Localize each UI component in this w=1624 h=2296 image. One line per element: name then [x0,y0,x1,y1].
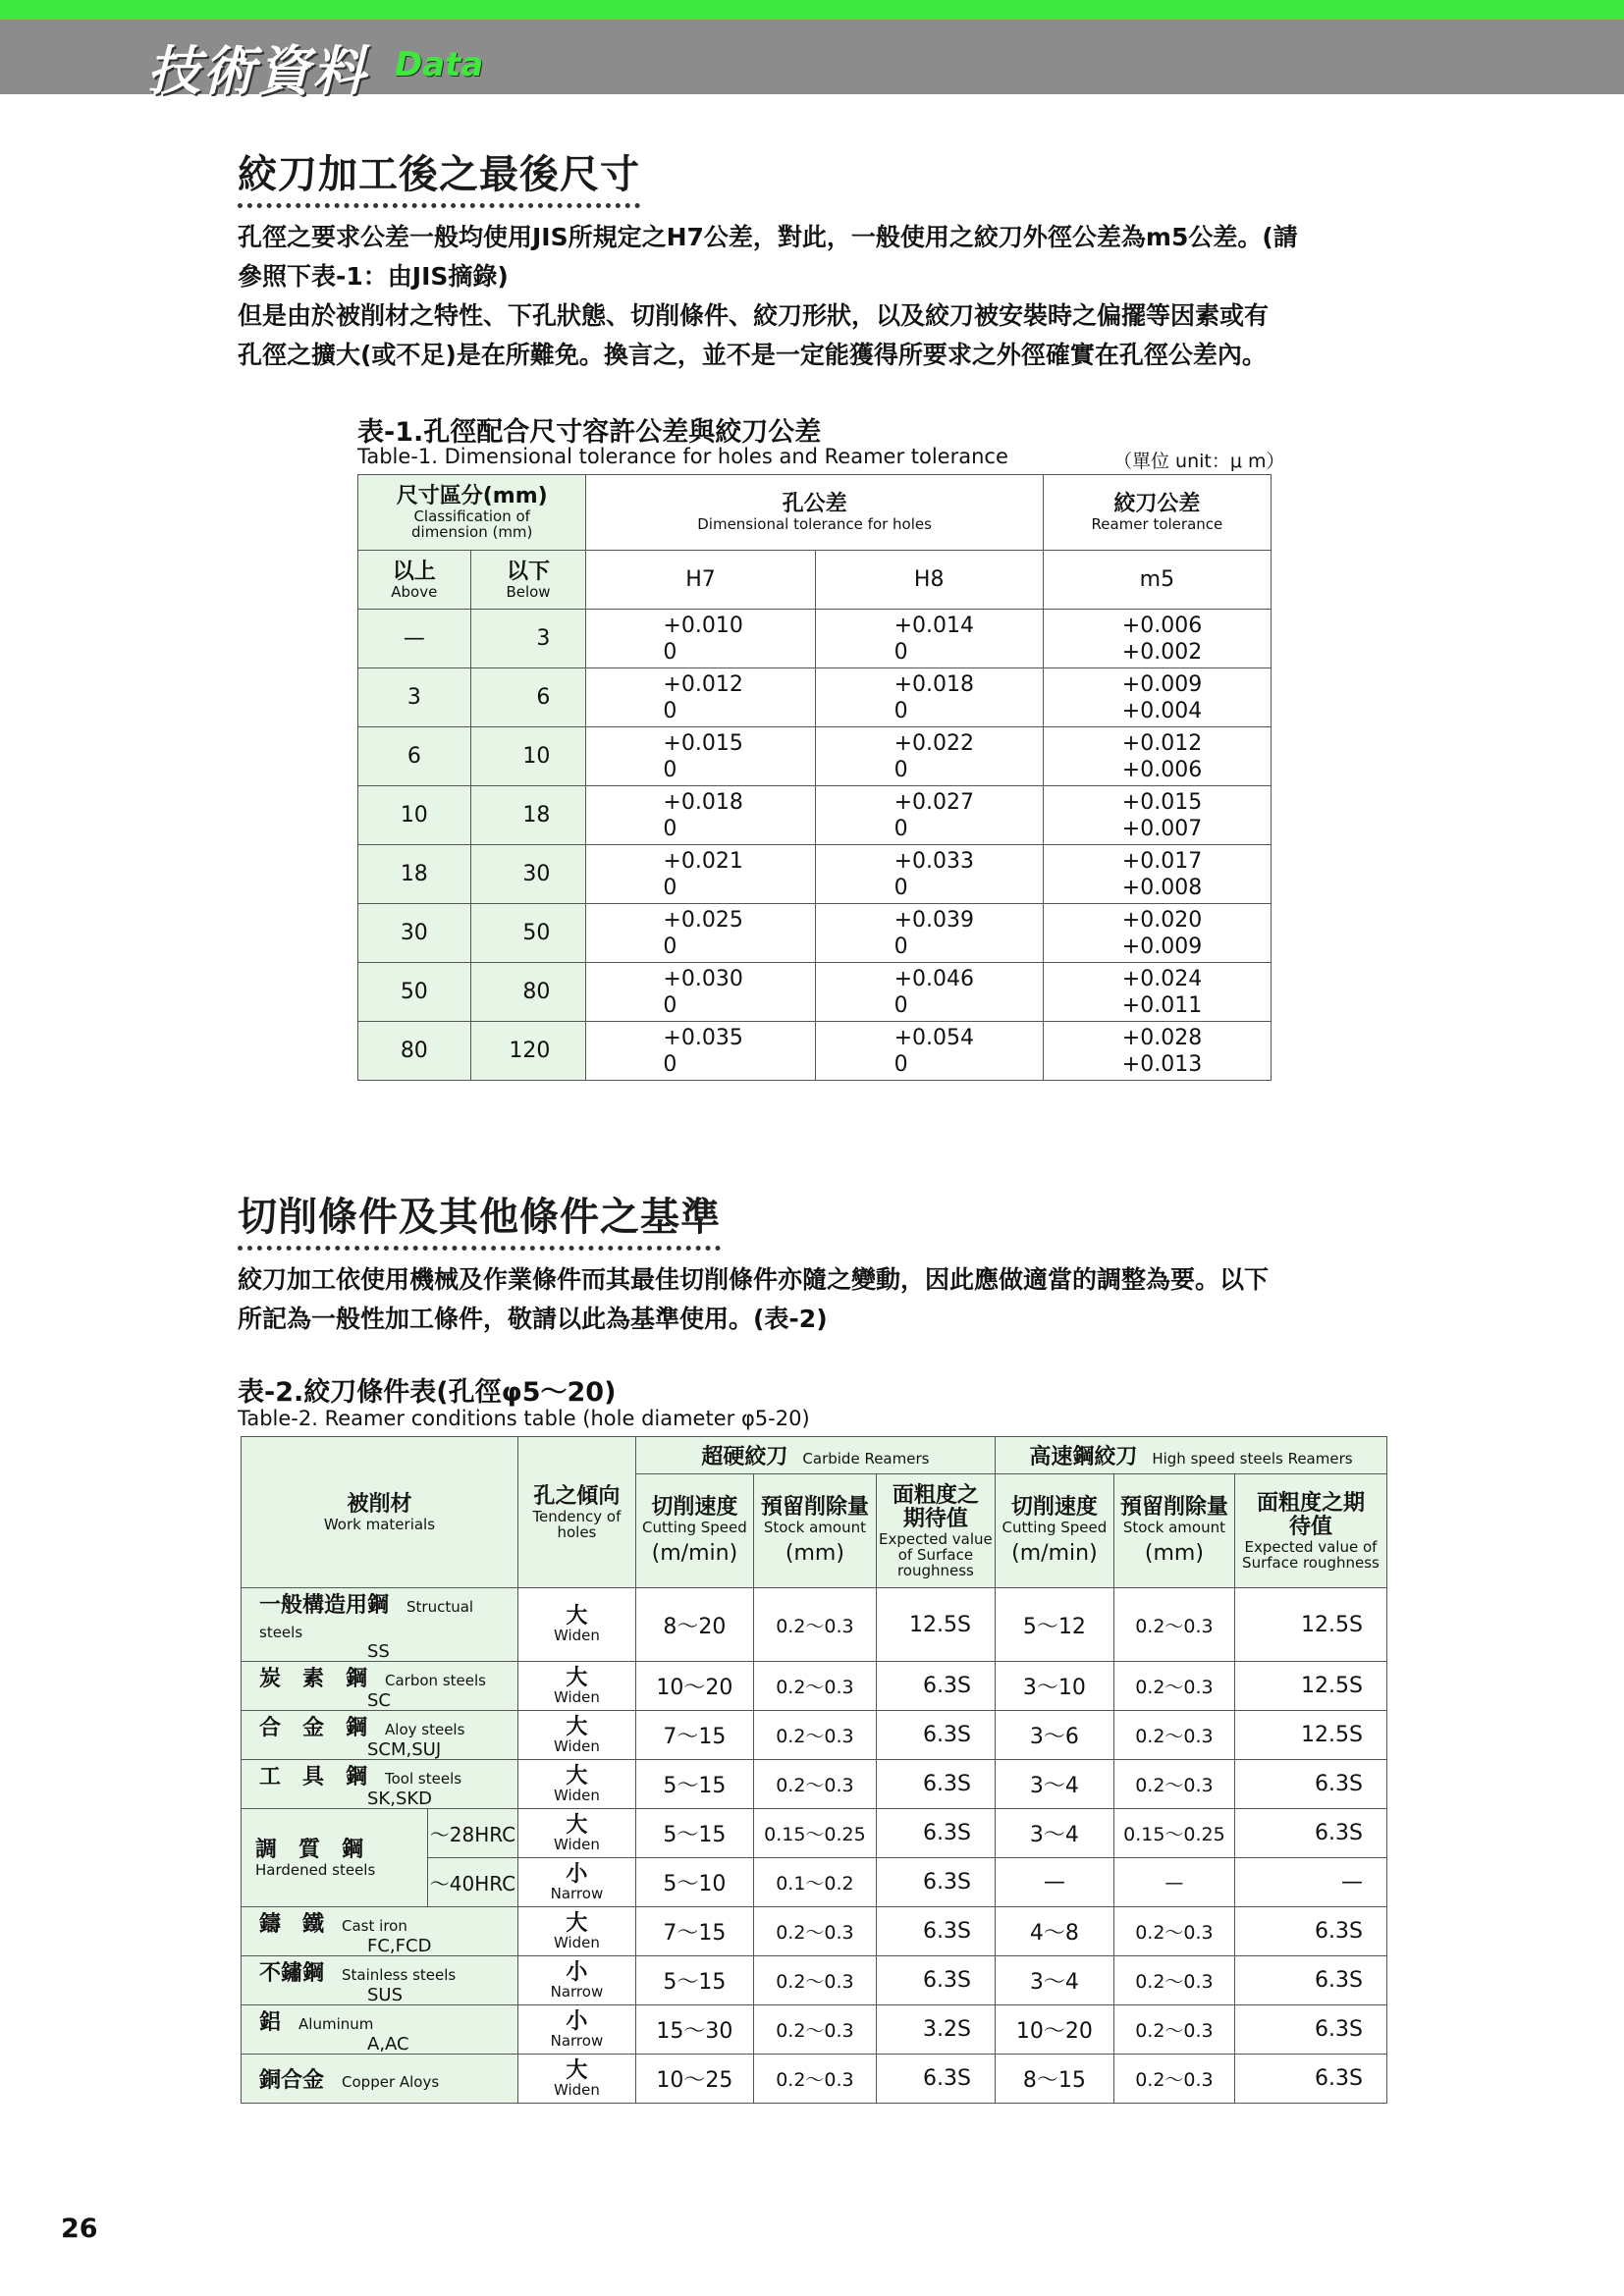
t1-h7-lower: 0 [663,992,677,1018]
t2-cell-h-speed: — [995,1858,1113,1907]
t1-m5-lower: +0.013 [1121,1051,1203,1077]
t2-cell-h-speed: 3～10 [995,1662,1113,1711]
tendency-label-en: Widen [553,1687,600,1706]
t1-h8-upper: +0.046 [893,966,974,991]
t1-h7-upper: +0.030 [663,966,743,991]
t2-cell-tendency [517,1588,635,1662]
tendency-label: 小 [566,1959,588,1985]
section2-title: 切削條件及其他條件之基準 [238,1186,721,1251]
t1-cell-h8 [815,963,1043,1022]
para-line: 絞刀加工依使用機械及作業條件而其最佳切削條件亦隨之變動，因此應做適當的調整為要。以下 [238,1265,1270,1294]
t1-cell-h7 [586,786,815,845]
t2-row [242,1588,1387,1662]
material-name-en: Aluminum [298,2015,374,2033]
t1-h7-lower: 0 [663,639,677,665]
table1-unit: （單位 unit：μ m） [1113,451,1285,472]
t1-h7-upper: +0.015 [663,730,743,756]
t1-header-h8: H8 [815,551,1043,610]
page-header [0,20,1624,102]
t1-cell-above: 6 [358,727,471,786]
t1-cell-h8 [815,786,1043,845]
t1-h8-lower: 0 [893,934,908,959]
t1-h7-upper: +0.035 [663,1025,743,1050]
t2-cell-tendency [517,1907,635,1956]
t2-row [242,1907,1387,1956]
t1-cell-m5 [1043,786,1271,845]
material-name: 合 金 鋼 [259,1716,368,1740]
tendency-label: 大 [566,1714,588,1739]
t2-cell-c-rough: 6.3S [876,2055,995,2104]
material-code: SCM,SUJ [367,1739,442,1760]
t1-m5-lower: +0.009 [1121,934,1203,959]
t2-cell-c-stock: 0.2～0.3 [753,1711,876,1760]
t2-cell-h-rough: 6.3S [1234,1809,1386,1858]
t1-cell-below: 6 [470,668,586,727]
t1-h8-lower: 0 [893,992,908,1018]
t2-cell-hrc: ～28HRC [428,1809,518,1858]
t2-cell-h-rough: 6.3S [1234,1956,1386,2005]
header-title: 技術資料 [147,40,367,102]
t1-cell-m5 [1043,963,1271,1022]
t2-cell-c-rough: 6.3S [876,1711,995,1760]
t2-cell-c-rough: 6.3S [876,1907,995,1956]
t1-cell-below: 30 [470,845,586,904]
t2-cell-h-rough: 6.3S [1234,2055,1386,2104]
t1-row [358,668,1272,727]
tendency-label-en: Narrow [550,1982,604,2001]
t1-h8-lower: 0 [893,639,908,665]
t1-cell-h7 [586,727,815,786]
header-subtitle: Data [395,45,484,84]
t1-h7-upper: +0.025 [663,907,743,933]
material-name-en: Copper Aloys [342,2073,440,2091]
t2-cell-material [242,2005,518,2055]
t2-cell-material [242,2055,518,2104]
t1-h8-upper: +0.033 [893,848,974,874]
t1-row [358,904,1272,963]
t2-cell-c-stock: 0.2～0.3 [753,2055,876,2104]
t2-cell-c-rough: 3.2S [876,2005,995,2055]
t1-m5-upper: +0.015 [1121,789,1203,815]
t1-cell-h7 [586,963,815,1022]
t1-cell-above: 80 [358,1022,471,1081]
tendency-label-en: Widen [553,1736,600,1755]
t2-cell-h-rough: 12.5S [1234,1662,1386,1711]
t1-header-above: 以上 Above [358,551,471,610]
t2-cell-h-rough: 12.5S [1234,1711,1386,1760]
t2-cell-c-stock: 0.2～0.3 [753,1588,876,1662]
section1-title: 絞刀加工後之最後尺寸 [238,143,640,208]
t2-cell-material [242,1588,518,1662]
page-number: 26 [61,2214,98,2244]
t2-cell-h-stock: 0.2～0.3 [1113,1662,1234,1711]
t1-h7-lower: 0 [663,698,677,723]
t1-cell-above: 30 [358,904,471,963]
t1-h8-lower: 0 [893,816,908,841]
material-name-en: Cast iron [342,1917,407,1935]
t1-h8-lower: 0 [893,698,908,723]
t2-cell-h-speed: 3～4 [995,1809,1113,1858]
t1-row [358,610,1272,668]
t1-cell-h8 [815,610,1043,668]
t1-m5-upper: +0.012 [1121,730,1203,756]
t2-cell-c-speed: 5～15 [635,1760,753,1809]
material-name-en: Tool steels [385,1770,462,1788]
tendency-label-en: Widen [553,1933,600,1951]
tendency-label: 大 [566,1763,588,1789]
table1-caption-en: Table-1. Dimensional tolerance for holes and Reamer tolerance [357,445,1008,468]
t1-h7-lower: 0 [663,875,677,900]
table2 [241,1436,1387,2104]
material-code: A,AC [367,2034,409,2055]
t1-m5-upper: +0.024 [1121,966,1203,991]
t1-cell-above: 3 [358,668,471,727]
tendency-label-en: Narrow [550,1884,604,1902]
t1-cell-above: 50 [358,963,471,1022]
t1-cell-above: 18 [358,845,471,904]
t2-cell-c-stock: 0.1～0.2 [753,1858,876,1907]
t1-h7-lower: 0 [663,816,677,841]
t1-header-reamer: 絞刀公差 Reamer tolerance [1043,475,1271,551]
para-line: 孔徑之擴大(或不足)是在所難免。換言之，並不是一定能獲得所要求之外徑確實在孔徑公差內。 [238,341,1267,369]
material-name: 不鏽鋼 [259,1961,325,1986]
t1-cell-h8 [815,845,1043,904]
t2-header-h-rough: 面粗度之期待值 Expected value of Surface roughness [1234,1474,1386,1588]
material-name-en: Structual steels [259,1598,474,1641]
t1-m5-upper: +0.009 [1121,671,1203,697]
tendency-label: 小 [566,2008,588,2034]
t1-m5-upper: +0.020 [1121,907,1203,933]
t2-cell-tendency [517,1956,635,2005]
material-code: SC [367,1690,391,1711]
t2-row [242,1662,1387,1711]
material-name-en: Stainless steels [342,1966,457,1984]
t1-cell-m5 [1043,727,1271,786]
t1-cell-h8 [815,668,1043,727]
material-name: 一般構造用鋼 [259,1593,390,1618]
t1-h8-upper: +0.027 [893,789,974,815]
material-name-en: Hardened steels [255,1860,376,1879]
t2-row [242,1711,1387,1760]
t2-cell-tendency [517,1711,635,1760]
t1-header-hole: 孔公差 Dimensional tolerance for holes [586,475,1043,551]
t2-cell-c-rough: 6.3S [876,1858,995,1907]
t2-cell-h-rough: 12.5S [1234,1588,1386,1662]
t1-cell-below: 18 [470,786,586,845]
t1-m5-lower: +0.004 [1121,698,1203,723]
t2-cell-h-stock: 0.2～0.3 [1113,1711,1234,1760]
t1-h7-upper: +0.012 [663,671,743,697]
t1-cell-h7 [586,668,815,727]
t1-cell-below: 120 [470,1022,586,1081]
tendency-label: 大 [566,2057,588,2083]
t1-m5-upper: +0.017 [1121,848,1203,874]
t1-h8-lower: 0 [893,757,908,782]
t1-cell-above: 10 [358,786,471,845]
material-code: SUS [367,1985,404,2005]
material-name: 工 具 鋼 [259,1765,368,1789]
t1-row [358,1022,1272,1081]
t2-cell-c-rough: 6.3S [876,1662,995,1711]
t2-cell-h-speed: 8～15 [995,2055,1113,2104]
t1-m5-lower: +0.002 [1121,639,1203,665]
t2-cell-material [242,1760,518,1809]
t1-header-h7: H7 [586,551,815,610]
t1-h7-lower: 0 [663,934,677,959]
tendency-label-en: Widen [553,2080,600,2099]
t2-row [242,1760,1387,1809]
material-name: 銅合金 [259,2068,325,2093]
t1-row [358,727,1272,786]
t1-header-class: 尺寸區分(mm) Classification of dimension (mm) [358,475,586,551]
t2-cell-c-stock: 0.2～0.3 [753,1956,876,2005]
tendency-label-en: Widen [553,1835,600,1853]
material-name-en: Aloy steels [385,1721,465,1738]
tendency-label: 小 [566,1861,588,1887]
section2-paragraph [238,1260,1396,1339]
material-name-en: Carbon steels [385,1672,486,1689]
tendency-label-en: Widen [553,1786,600,1804]
t2-cell-c-speed: 7～15 [635,1711,753,1760]
t2-cell-c-speed: 15～30 [635,2005,753,2055]
t2-cell-h-speed: 10～20 [995,2005,1113,2055]
material-name: 炭 素 鋼 [259,1667,368,1691]
t1-row [358,963,1272,1022]
t1-cell-below: 3 [470,610,586,668]
t2-cell-tendency [517,2055,635,2104]
t2-header-c-speed: 切削速度 Cutting Speed (m/min) [635,1474,753,1588]
t2-cell-h-rough: — [1234,1858,1386,1907]
t2-cell-c-speed: 5～10 [635,1858,753,1907]
t2-cell-h-stock: 0.2～0.3 [1113,1588,1234,1662]
t1-cell-below: 80 [470,963,586,1022]
t1-cell-h7 [586,904,815,963]
t1-header-m5: m5 [1043,551,1271,610]
t2-header-hss: 高速鋼絞刀 High speed steels Reamers [995,1437,1386,1474]
t1-m5-lower: +0.008 [1121,875,1203,900]
t2-cell-tendency [517,1809,635,1858]
t2-row [242,1809,1387,1858]
t2-cell-c-speed: 5～15 [635,1956,753,2005]
t1-m5-upper: +0.028 [1121,1025,1203,1050]
t2-cell-c-rough: 6.3S [876,1956,995,2005]
t1-m5-lower: +0.011 [1121,992,1203,1018]
t2-cell-h-speed: 3～4 [995,1760,1113,1809]
t1-m5-lower: +0.006 [1121,757,1203,782]
material-code: SK,SKD [367,1789,433,1809]
t1-cell-h8 [815,1022,1043,1081]
t1-cell-h8 [815,727,1043,786]
t2-cell-material [242,1711,518,1760]
t2-header-h-speed: 切削速度 Cutting Speed (m/min) [995,1474,1113,1588]
t2-cell-c-rough: 6.3S [876,1760,995,1809]
t1-cell-h8 [815,904,1043,963]
t2-cell-c-rough: 6.3S [876,1809,995,1858]
t1-h7-upper: +0.021 [663,848,743,874]
t2-cell-c-stock: 0.2～0.3 [753,1662,876,1711]
t1-cell-m5 [1043,668,1271,727]
t2-cell-c-stock: 0.2～0.3 [753,1760,876,1809]
material-name: 調 質 鋼 [255,1837,364,1862]
t2-cell-h-rough: 6.3S [1234,2005,1386,2055]
t2-row [242,2005,1387,2055]
t2-cell-c-speed: 10～25 [635,2055,753,2104]
tendency-label: 大 [566,1812,588,1838]
material-code: FC,FCD [367,1936,432,1956]
t2-cell-h-speed: 3～6 [995,1711,1113,1760]
t2-header-c-stock: 預留削除量 Stock amount (mm) [753,1474,876,1588]
t2-cell-h-rough: 6.3S [1234,1907,1386,1956]
t2-cell-tendency [517,1858,635,1907]
t1-cell-m5 [1043,904,1271,963]
t1-h7-lower: 0 [663,757,677,782]
t2-header-carbide: 超硬絞刀 Carbide Reamers [635,1437,995,1474]
t2-header-h-stock: 預留削除量 Stock amount (mm) [1113,1474,1234,1588]
t1-header-below: 以下 Below [470,551,586,610]
t1-cell-m5 [1043,845,1271,904]
material-name: 鋁 [259,2010,282,2035]
t2-cell-h-stock: 0.2～0.3 [1113,1760,1234,1809]
material-name: 鑄 鐵 [259,1912,325,1937]
t1-h7-lower: 0 [663,1051,677,1077]
t2-cell-c-speed: 8～20 [635,1588,753,1662]
t1-cell-m5 [1043,610,1271,668]
tendency-label-en: Widen [553,1627,600,1644]
top-accent-bar [0,0,1624,20]
t1-h7-upper: +0.010 [663,613,743,638]
t2-cell-h-stock: 0.2～0.3 [1113,2005,1234,2055]
t2-cell-c-speed: 5～15 [635,1809,753,1858]
t1-row [358,845,1272,904]
t1-cell-below: 10 [470,727,586,786]
t2-cell-c-rough: 12.5S [876,1588,995,1662]
t1-cell-h7 [586,845,815,904]
t2-cell-material [242,1662,518,1711]
t2-cell-tendency [517,1662,635,1711]
t1-h8-lower: 0 [893,1051,908,1077]
t1-cell-h7 [586,1022,815,1081]
t1-cell-above: — [358,610,471,668]
t1-h8-upper: +0.039 [893,907,974,933]
para-line: 參照下表-1：由JIS摘錄) [238,262,509,291]
t2-cell-h-speed: 4～8 [995,1907,1113,1956]
para-line: 所記為一般性加工條件，敬請以此為基準使用。(表-2) [238,1305,828,1333]
table1-caption-zh: 表-1.孔徑配合尺寸容許公差與絞刀公差 [357,417,822,448]
t1-cell-below: 50 [470,904,586,963]
section1-paragraph [238,218,1396,375]
tendency-label: 大 [566,1665,588,1690]
t1-h8-upper: +0.054 [893,1025,974,1050]
t2-cell-c-speed: 7～15 [635,1907,753,1956]
t2-cell-h-rough: 6.3S [1234,1760,1386,1809]
t2-cell-c-stock: 0.15～0.25 [753,1809,876,1858]
t2-cell-hrc: ～40HRC [428,1858,518,1907]
t2-cell-h-speed: 5～12 [995,1588,1113,1662]
t2-header-material: 被削材 Work materials [242,1437,518,1588]
t2-cell-h-speed: 3～4 [995,1956,1113,2005]
tendency-label: 大 [566,1604,588,1629]
t2-row [242,2055,1387,2104]
t2-cell-c-stock: 0.2～0.3 [753,1907,876,1956]
t2-cell-h-stock: 0.2～0.3 [1113,1907,1234,1956]
t2-cell-h-stock: 0.15～0.25 [1113,1809,1234,1858]
t1-h8-upper: +0.018 [893,671,974,697]
t1-h8-upper: +0.022 [893,730,974,756]
t2-cell-c-stock: 0.2～0.3 [753,2005,876,2055]
t2-cell-h-stock: — [1113,1858,1234,1907]
table1 [357,474,1272,1081]
t2-cell-material [242,1809,428,1907]
t2-cell-h-stock: 0.2～0.3 [1113,1956,1234,2005]
t1-cell-m5 [1043,1022,1271,1081]
tendency-label: 大 [566,1910,588,1936]
t1-cell-h7 [586,610,815,668]
table2-caption-zh: 表-2.絞刀條件表(孔徑φ5～20) [238,1377,617,1408]
t2-header-tendency: 孔之傾向 Tendency of holes [517,1437,635,1588]
t2-cell-tendency [517,1760,635,1809]
t2-header-c-rough: 面粗度之期待值 Expected value of Surface roughness [876,1474,995,1588]
para-line: 孔徑之要求公差一般均使用JIS所規定之H7公差，對此，一般使用之絞刀外徑公差為m5公差。(請 [238,223,1298,251]
t1-h8-upper: +0.014 [893,613,974,638]
t1-row [358,786,1272,845]
para-line: 但是由於被削材之特性、下孔狀態、切削條件、絞刀形狀，以及絞刀被安裝時之偏擺等因素或有 [238,301,1270,330]
table2-caption-en: Table-2. Reamer conditions table (hole diameter φ5-20) [238,1407,810,1430]
t1-h8-lower: 0 [893,875,908,900]
t1-m5-lower: +0.007 [1121,816,1203,841]
t1-m5-upper: +0.006 [1121,613,1203,638]
t2-cell-material [242,1907,518,1956]
t2-cell-tendency [517,2005,635,2055]
t2-cell-material [242,1956,518,2005]
t2-cell-h-stock: 0.2～0.3 [1113,2055,1234,2104]
t2-cell-c-speed: 10～20 [635,1662,753,1711]
t1-h7-upper: +0.018 [663,789,743,815]
material-code: SS [367,1641,390,1662]
t2-row [242,1956,1387,2005]
tendency-label-en: Narrow [550,2031,604,2050]
